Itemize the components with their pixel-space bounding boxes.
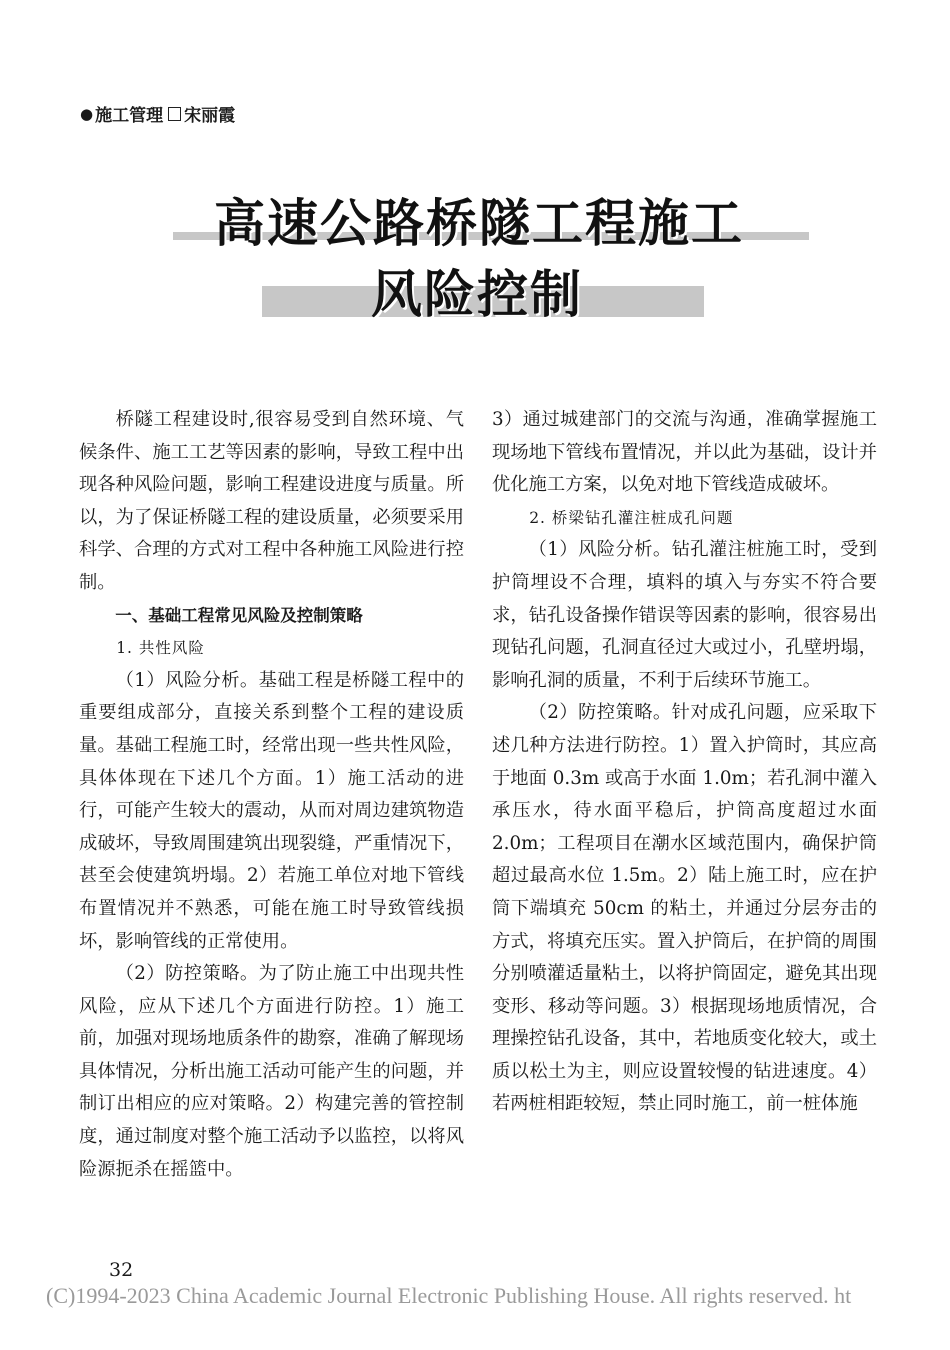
article-title-line1: 高速公路桥隧工程施工	[213, 195, 744, 254]
copyright-footer: (C)1994-2023 China Academic Journal Electronic Publishing House. All rights reserved. ht	[46, 1283, 852, 1308]
separator-box-icon	[168, 107, 181, 121]
article-title-line2: 风险控制	[370, 266, 583, 325]
body-paragraph: （1）风险分析。钻孔灌注桩施工时，受到护筒埋设不合理，填料的填入与夯实不符合要求，钻孔设备操作错误等因素的影响，很容易出现钻孔问题，孔洞直径过大或过小，孔壁坍塌，影响孔洞的质量，不利于后续环节施工。	[492, 539, 877, 691]
column-header	[80, 101, 235, 126]
page-number: 32	[109, 1259, 134, 1281]
body-paragraph: （2）防控策略。针对成孔问题，应采取下述几种方法进行防控。1）置入护筒时，其应高于地面 0.3m 或高于水面 1.0m；若孔洞中灌入承压水，待水面平稳后，护筒高度超过水面 2.0m；工程项目在潮水区域范围内，确保护筒超过最高水位 1.5m。2）陆上施工时，应在护筒下端填充 50cm 的粘土，并通过分层夯击的方式，将填充压实。置入护筒后，在护筒的周围分别喷灌适量粘土，以将护筒固定，避免其出现变形、移动等问题。3）根据现场地质情况，合理操控钻孔设备，其中，若地质变化较大，或土质以松土为主，则应设置较慢的钻进速度。4）若两桩相距较短，禁止同时施工，前一桩体施	[492, 702, 877, 1115]
section-heading: 一、基础工程常见风险及控制策略	[115, 605, 363, 625]
column-name: 施工管理	[95, 106, 164, 126]
body-paragraph: （1）风险分析。基础工程是桥隧工程中的重要组成部分，直接关系到整个工程的建设质量。基础工程施工时，经常出现一些共性风险，具体体现在下述几个方面。1）施工活动的进行，可能产生较大的震动，从而对周边建筑物造成破坏，导致周围建筑出现裂缝，严重情况下，甚至会使建筑坍塌。2）若施工单位对地下管线布置情况并不熟悉，可能在施工时导致管线损坏，影响管线的正常使用。	[79, 669, 464, 952]
subsection-heading: 2. 桥梁钻孔灌注桩成孔问题	[529, 508, 734, 527]
body-paragraph: 3）通过城建部门的交流与沟通，准确掌握施工现场地下管线布置情况，并以此为基础，设计并优化施工方案，以免对地下管线造成破坏。	[492, 409, 877, 496]
right-column	[492, 404, 877, 1121]
intro-paragraph: 桥隧工程建设时,很容易受到自然环境、气候条件、施工工艺等因素的影响，导致工程中出现各种风险问题，影响工程建设进度与质量。所以，为了保证桥隧工程的建设质量，必须要采用科学、合理的方式对工程中各种施工风险进行控制。	[79, 409, 464, 593]
author-name: 宋丽霞	[184, 106, 236, 126]
subsection-heading: 1. 共性风险	[116, 639, 205, 658]
bullet-icon: ●	[80, 104, 94, 123]
body-paragraph: （2）防控策略。为了防止施工中出现共性风险，应从下述几个方面进行防控。1）施工前，加强对现场地质条件的勘察，准确了解现场具体情况，分析出施工活动可能产生的问题，并制订出相应的应对策略。2）构建完善的管控制度，通过制度对整个施工活动予以监控，以将风险源扼杀在摇篮中。	[79, 963, 464, 1180]
left-column	[79, 404, 464, 1186]
